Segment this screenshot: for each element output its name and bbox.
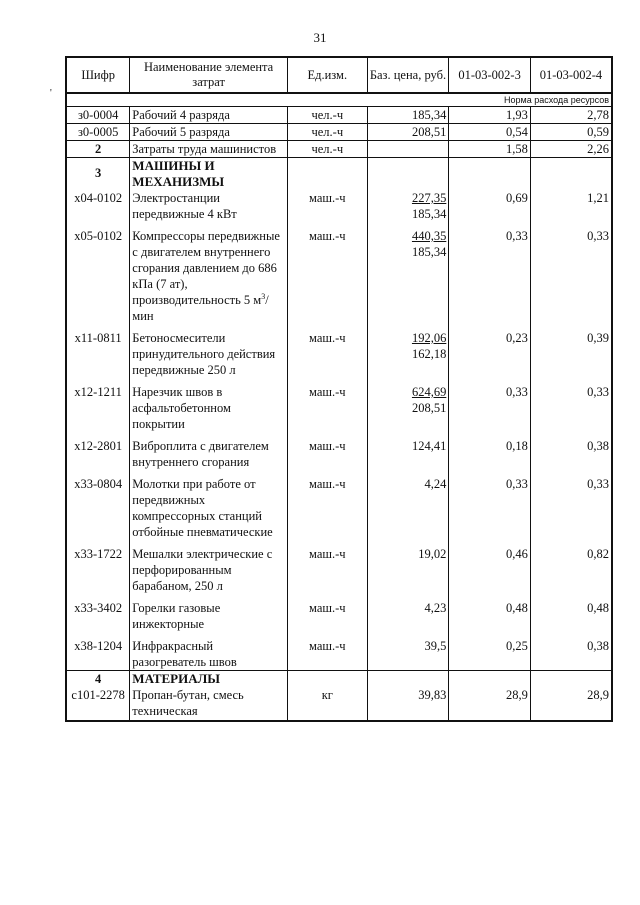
row-price — [367, 324, 449, 378]
header-unit: Ед.изм. — [287, 57, 367, 93]
row-norm-a: 0,48 — [449, 594, 531, 632]
row-name: Пропан-бутан, смесь техническая — [130, 687, 288, 721]
row-name: Горелки газовые инжекторные — [130, 594, 288, 632]
price-primary: 192,06 — [411, 331, 447, 345]
row-unit: маш.-ч — [287, 378, 367, 432]
section-code: 3 — [66, 158, 130, 191]
row-norm-a: 1,93 — [449, 107, 531, 124]
row-price — [367, 378, 449, 432]
row-unit: маш.-ч — [287, 594, 367, 632]
price-secondary: 162,18 — [411, 347, 447, 361]
row-name: Бетоносмесители принудительного действия передвижные 250 л — [130, 324, 288, 378]
row-unit: чел.-ч — [287, 107, 367, 124]
row-norm-b: 2,26 — [530, 141, 612, 158]
table-row — [66, 190, 612, 222]
row-norm-b: 0,33 — [530, 378, 612, 432]
header-code: Шифр — [66, 57, 130, 93]
row-norm-a: 0,23 — [449, 324, 531, 378]
row-name: Виброплита с двигателем внутреннего сгорания — [130, 432, 288, 470]
section-header-row — [66, 158, 612, 191]
row-norm-a: 0,18 — [449, 432, 531, 470]
row-norm-a: 0,25 — [449, 632, 531, 671]
price-primary: 227,35 — [411, 191, 447, 205]
row-norm-a: 28,9 — [449, 687, 531, 721]
price-secondary: 208,51 — [411, 401, 447, 415]
row-name: Инфракрасный разогреватель швов — [130, 632, 288, 671]
row-unit: кг — [287, 687, 367, 721]
row-unit: маш.-ч — [287, 432, 367, 470]
row-code: х38-1204 — [66, 632, 130, 671]
row-unit: маш.-ч — [287, 540, 367, 594]
row-norm-a: 0,69 — [449, 190, 531, 222]
table-row — [66, 540, 612, 594]
row-code: х33-3402 — [66, 594, 130, 632]
section-code: 4 — [66, 671, 130, 688]
row-name: Затраты труда машинистов — [130, 141, 288, 158]
table-row — [66, 432, 612, 470]
norm-label-row — [66, 93, 612, 107]
table-row — [66, 141, 612, 158]
row-code: х04-0102 — [66, 190, 130, 222]
row-unit: маш.-ч — [287, 324, 367, 378]
row-name: Рабочий 4 разряда — [130, 107, 288, 124]
row-price: 19,02 — [367, 540, 449, 594]
table-row — [66, 107, 612, 124]
row-code: х33-1722 — [66, 540, 130, 594]
row-norm-b: 1,21 — [530, 190, 612, 222]
row-unit: маш.-ч — [287, 632, 367, 671]
row-code: 2 — [66, 141, 130, 158]
section-header-row — [66, 671, 612, 688]
price-secondary: 185,34 — [411, 245, 447, 259]
row-price: 39,83 — [367, 687, 449, 721]
row-price — [367, 222, 449, 324]
row-norm-b: 28,9 — [530, 687, 612, 721]
row-unit: маш.-ч — [287, 190, 367, 222]
row-name: Электростанции передвижные 4 кВт — [130, 190, 288, 222]
row-price — [367, 141, 449, 158]
table-row — [66, 632, 612, 671]
row-price: 4,23 — [367, 594, 449, 632]
row-norm-a: 0,54 — [449, 124, 531, 141]
row-norm-b: 0,82 — [530, 540, 612, 594]
norm-label: Норма расхода ресурсов — [66, 93, 612, 107]
row-norm-b: 0,38 — [530, 432, 612, 470]
row-price: 4,24 — [367, 470, 449, 540]
row-norm-b: 2,78 — [530, 107, 612, 124]
row-name: Рабочий 5 разряда — [130, 124, 288, 141]
price-primary: 440,35 — [411, 229, 447, 243]
row-name: Мешалки электрические с перфорированным барабаном, 250 л — [130, 540, 288, 594]
margin-mark: ' — [50, 88, 52, 99]
row-price: 39,5 — [367, 632, 449, 671]
table-row — [66, 687, 612, 721]
row-norm-b: 0,33 — [530, 470, 612, 540]
header-col-a: 01-03-002-3 — [449, 57, 531, 93]
row-norm-a: 0,33 — [449, 378, 531, 432]
page-number: 31 — [313, 30, 327, 45]
row-price: 208,51 — [367, 124, 449, 141]
price-primary: 624,69 — [411, 385, 447, 399]
row-code: х12-2801 — [66, 432, 130, 470]
row-name: Молотки при работе от передвижных компрессорных станций отбойные пневматические — [130, 470, 288, 540]
row-unit: чел.-ч — [287, 141, 367, 158]
row-code: з0-0004 — [66, 107, 130, 124]
resource-norms-table — [65, 56, 613, 722]
table-row — [66, 594, 612, 632]
table-header-row — [66, 57, 612, 93]
row-price: 124,41 — [367, 432, 449, 470]
row-code: х12-1211 — [66, 378, 130, 432]
section-title: МАТЕРИАЛЫ — [130, 671, 288, 688]
row-norm-a: 0,33 — [449, 222, 531, 324]
row-code: с101-2278 — [66, 687, 130, 721]
header-price: Баз. цена, руб. — [367, 57, 449, 93]
row-name: Компрессоры передвижные с двигателем внутреннего сгорания давлением до 686 кПа (7 ат), производительность 5 $м^3$/мин — [130, 222, 288, 324]
row-unit: чел.-ч — [287, 124, 367, 141]
row-norm-b: 0,39 — [530, 324, 612, 378]
row-code: х33-0804 — [66, 470, 130, 540]
table-row — [66, 378, 612, 432]
row-unit: маш.-ч — [287, 222, 367, 324]
row-price: 185,34 — [367, 107, 449, 124]
row-norm-a: 1,58 — [449, 141, 531, 158]
row-code: з0-0005 — [66, 124, 130, 141]
row-norm-b: 0,59 — [530, 124, 612, 141]
row-price — [367, 190, 449, 222]
price-secondary: 185,34 — [411, 207, 447, 221]
table-row — [66, 470, 612, 540]
row-norm-a: 0,46 — [449, 540, 531, 594]
header-name: Наименование элемента затрат — [130, 57, 288, 93]
row-name: Нарезчик швов в асфальтобетонном покрытии — [130, 378, 288, 432]
row-unit: маш.-ч — [287, 470, 367, 540]
row-norm-b: 0,33 — [530, 222, 612, 324]
table-row — [66, 324, 612, 378]
row-code: х11-0811 — [66, 324, 130, 378]
section-title: МАШИНЫ И МЕХАНИЗМЫ — [130, 158, 288, 191]
row-norm-b: 0,38 — [530, 632, 612, 671]
row-norm-a: 0,33 — [449, 470, 531, 540]
header-col-b: 01-03-002-4 — [530, 57, 612, 93]
table-row — [66, 222, 612, 324]
row-code: х05-0102 — [66, 222, 130, 324]
row-norm-b: 0,48 — [530, 594, 612, 632]
table-row — [66, 124, 612, 141]
